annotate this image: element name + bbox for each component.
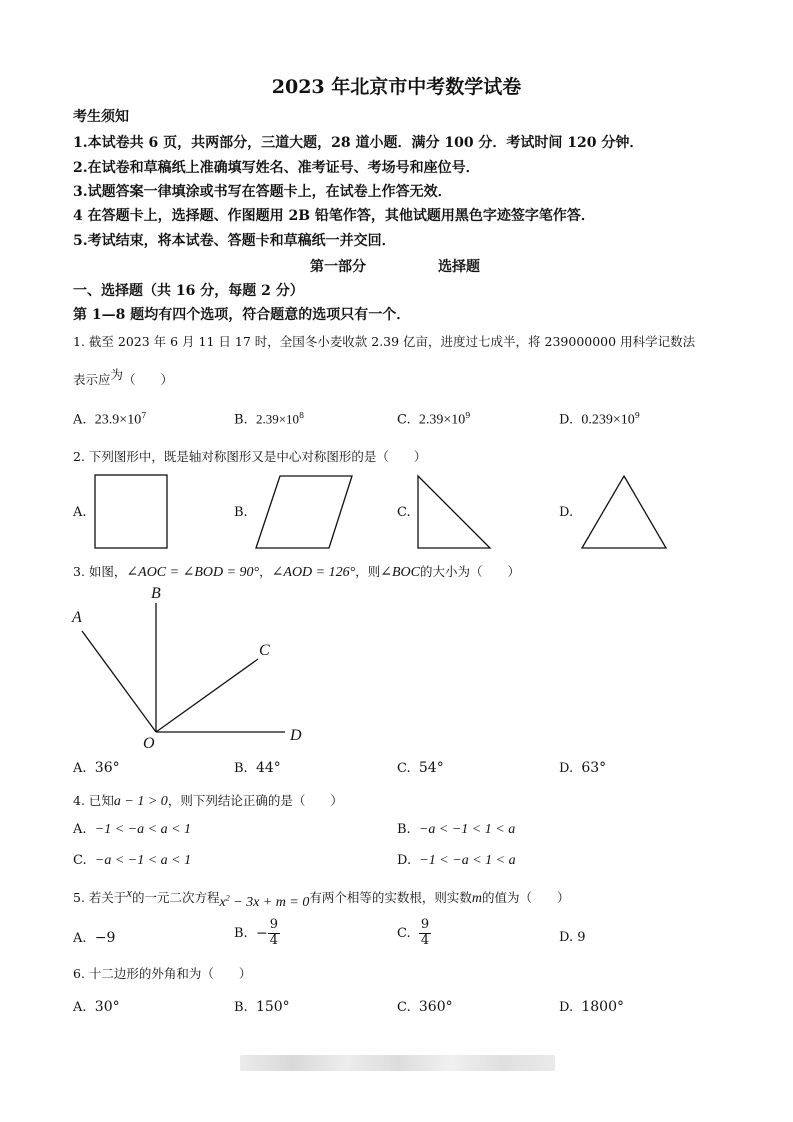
q5-option-a [73, 930, 115, 946]
q3-stem-b: ， [259, 564, 272, 579]
option-text: 30° [94, 999, 120, 1015]
option-text: −1 < −a < 1 < a [419, 853, 516, 868]
q6-option-c [397, 999, 453, 1015]
ray-oc [156, 659, 258, 732]
q6-option-b [234, 999, 290, 1015]
option-text: −a < −1 < 1 < a [418, 822, 516, 837]
fraction-numerator: 9 [269, 917, 278, 932]
q3-stem-c: ，则 [355, 564, 381, 579]
section-instruction: 第 1—8 题均有四个选项，符合题意的选项只有一个． [73, 307, 411, 323]
q3-option-c [397, 760, 444, 776]
q5-stem-d: 的值为（ ） [482, 890, 570, 905]
section-heading: 一、选择题（共 16 分，每题 2 分） [73, 283, 304, 299]
q1-stem-c: （ ） [123, 372, 174, 387]
option-label: B. [234, 761, 248, 776]
q2-option-d-label: D. [559, 505, 574, 520]
notice-line-2: 2.在试卷和草稿纸上准确填写姓名、准考证号、考场号和座位号． [73, 160, 480, 176]
q6-stem: 6. 十二边形的外角和为（ ） [73, 966, 252, 981]
q6-option-d [559, 999, 624, 1015]
q1-stem-b: 为 [110, 367, 124, 382]
option-text: 150° [255, 999, 290, 1015]
option-exponent: 9 [634, 411, 640, 420]
point-label-c: C [259, 642, 270, 659]
q2-option-c-label: C. [397, 505, 411, 520]
q3-stem-d: 的大小为（ ） [419, 564, 520, 579]
option-text: 9 [577, 930, 586, 945]
fraction [268, 918, 280, 949]
q5-stem [73, 886, 570, 910]
point-label-o: O [143, 735, 155, 752]
blurred-footer-watermark [240, 1055, 555, 1071]
option-label: A. [73, 412, 87, 428]
fraction-denominator: 4 [420, 932, 430, 948]
q5-var-m: m [471, 891, 483, 906]
option-label: B. [234, 925, 248, 941]
option-text: 44° [255, 760, 281, 776]
part-name: 第一部分 [310, 259, 366, 275]
notice-line-4: 4 在答题卡上，选择题、作图题用 2B 铅笔作答，其他试题用黑色字迹签字笔作答． [73, 208, 595, 224]
q3-math-1: ∠AOC = ∠BOD = 90° [126, 565, 260, 580]
option-label: A. [73, 761, 87, 776]
option-label: B. [397, 822, 411, 837]
q4-option-a [73, 822, 191, 838]
q5-eq-b: − 3x + m = 0 [229, 895, 310, 910]
option-text: 1800° [581, 999, 624, 1015]
option-text: −9 [94, 930, 116, 946]
option-text: 23.9×10 [94, 412, 142, 428]
option-label: D. [397, 853, 412, 868]
q3-math-2: ∠AOD = 126° [271, 565, 356, 580]
q5-stem-a: 5. 若关于 [73, 890, 127, 905]
q1-stem-a: 表示应 [73, 372, 111, 387]
fraction [419, 918, 431, 949]
q4-option-d [397, 853, 516, 869]
option-exponent: 9 [465, 411, 471, 420]
option-label: A. [73, 931, 87, 946]
q4-math: a − 1 > 0 [113, 794, 168, 809]
part-type: 选择题 [438, 259, 480, 275]
option-text: 2.39×10 [255, 411, 300, 427]
option-text: 63° [581, 760, 607, 776]
q5-eq-a: x [219, 895, 226, 910]
fraction-denominator: 4 [269, 932, 278, 948]
option-label: B. [234, 1000, 248, 1015]
option-label: C. [397, 925, 411, 941]
option-label: D. [559, 412, 574, 428]
q3-math-3: ∠BOC [380, 565, 420, 580]
option-exponent: 8 [299, 411, 305, 420]
q5-option-c [397, 918, 431, 949]
option-label: A. [73, 822, 87, 837]
page-title: 2023 年北京市中考数学试卷 [271, 76, 522, 98]
q2-stem: 2. 下列图形中，既是轴对称图形又是中心对称图形的是（ ） [73, 449, 427, 464]
option-label: A. [73, 1000, 87, 1015]
notice-line-1: 1.本试卷共 6 页，共两部分，三道大题，28 道小题．满分 100 分．考试时间 120 分钟． [73, 135, 644, 151]
option-text: 0.239×10 [581, 412, 635, 428]
option-label: C. [397, 412, 411, 428]
option-sign: − [255, 925, 268, 942]
option-label: C. [397, 1000, 411, 1015]
point-label-d: D [290, 727, 302, 744]
option-text: 36° [94, 760, 120, 776]
notice-heading: 考生须知 [73, 109, 129, 125]
q2-option-b-label: B. [234, 505, 248, 520]
point-label-b: B [151, 585, 161, 602]
q2-option-a-label: A. [73, 505, 87, 520]
option-label: C. [397, 761, 411, 776]
q4-stem-b: ，则下列结论正确的是（ ） [167, 793, 343, 808]
q5-stem-b: 的一元二次方程 [131, 890, 220, 905]
point-label-a: A [72, 609, 82, 626]
option-exponent: 7 [141, 411, 147, 420]
q5-var-x: x [126, 886, 132, 900]
ray-oa [82, 631, 156, 732]
q4-stem-a: 4. 已知 [73, 793, 114, 808]
q4-option-b [397, 822, 515, 838]
q1-stem-line1: 1. 截至 2023 年 6 月 11 日 17 时，全国冬小麦收款 2.39 亿亩，进度过七成半，将 239000000 用科学记数法 [73, 334, 696, 349]
q5-option-d [559, 930, 586, 945]
q3-stem-a: 3. 如图， [73, 564, 127, 579]
notice-line-3: 3.试题答案一律填涂或书写在答题卡上，在试卷上作答无效． [73, 184, 452, 200]
q5-stem-c: 有两个相等的实数根，则实数 [309, 890, 472, 905]
option-label: B. [234, 412, 248, 428]
option-text: 360° [418, 999, 453, 1015]
q5-eq-exp: 2 [225, 893, 230, 903]
q3-option-a [73, 760, 120, 776]
option-text: −1 < −a < a < 1 [94, 822, 192, 837]
q3-option-b [234, 760, 281, 776]
option-text: 54° [418, 760, 444, 776]
option-label: D. [559, 930, 574, 945]
fraction-numerator: 9 [420, 917, 430, 932]
option-text: −a < −1 < a < 1 [94, 853, 192, 868]
option-label: D. [559, 1000, 574, 1015]
option-label: C. [73, 853, 87, 868]
notice-line-5: 5.考试结束，将本试卷、答题卡和草稿纸一并交回． [73, 233, 396, 249]
q4-option-c [73, 853, 191, 869]
option-label: D. [559, 761, 574, 776]
option-text: 2.39×10 [418, 412, 466, 428]
q4-stem [73, 791, 343, 810]
q3-option-d [559, 760, 606, 776]
q5-option-b [234, 918, 280, 949]
q6-option-a [73, 999, 120, 1015]
